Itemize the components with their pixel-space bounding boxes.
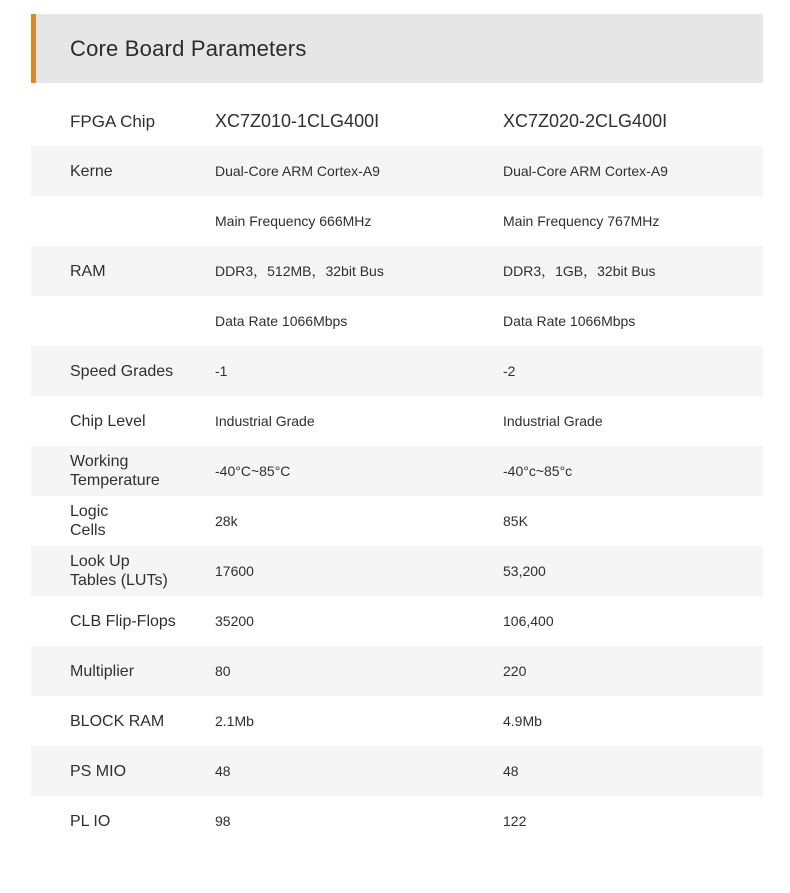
spec-value-column-2: Main Frequency 767MHz: [503, 213, 660, 229]
spec-value-column-1: 48: [215, 763, 231, 779]
spec-value-column-2: -40°c~85°c: [503, 463, 573, 479]
table-row: [31, 246, 763, 296]
spec-value-column-1: 2.1Mb: [215, 713, 254, 729]
spec-value-column-1: -40°C~85°C: [215, 463, 291, 479]
spec-value-column-1: 28k: [215, 513, 238, 529]
spec-label: CLB Flip-Flops: [70, 612, 176, 630]
table-row: [31, 146, 763, 196]
spec-label: Kerne: [70, 162, 113, 180]
spec-label: Logic Cells: [70, 503, 109, 539]
spec-label: Look Up Tables (LUTs): [70, 553, 168, 589]
spec-value-column-1: 80: [215, 663, 231, 679]
spec-label: Working Temperature: [70, 453, 160, 489]
table-row: [31, 196, 763, 246]
spec-value-column-1: XC7Z010-1CLG400I: [215, 111, 380, 131]
table-row: [31, 296, 763, 346]
spec-value-column-2: Data Rate 1066Mbps: [503, 313, 636, 329]
table-row: [31, 546, 763, 596]
spec-table: [31, 96, 763, 846]
spec-value-column-2: DDR3，1GB，32bit Bus: [503, 263, 656, 279]
spec-value-column-1: Data Rate 1066Mbps: [215, 313, 348, 329]
table-row: [31, 646, 763, 696]
spec-value-column-2: Dual-Core ARM Cortex-A9: [503, 163, 668, 179]
spec-label: Speed Grades: [70, 362, 174, 380]
table-row: [31, 696, 763, 746]
table-row: [31, 796, 763, 846]
spec-value-column-2: 85K: [503, 513, 528, 529]
table-row: [31, 446, 763, 496]
spec-value-column-2: -2: [503, 363, 516, 379]
spec-value-column-1: Dual-Core ARM Cortex-A9: [215, 163, 380, 179]
table-row: [31, 96, 763, 146]
spec-value-column-1: Main Frequency 666MHz: [215, 213, 372, 229]
table-row: [31, 496, 763, 546]
table-row: [31, 596, 763, 646]
accent-bar: [31, 14, 36, 83]
section-header: [31, 14, 763, 83]
spec-value-column-1: Industrial Grade: [215, 413, 315, 429]
spec-label: Multiplier: [70, 662, 135, 680]
spec-value-column-2: 122: [503, 813, 527, 829]
spec-value-column-1: 35200: [215, 613, 254, 629]
spec-label: BLOCK RAM: [70, 712, 165, 730]
page-title: Core Board Parameters: [70, 35, 307, 61]
spec-value-column-2: 220: [503, 663, 527, 679]
spec-label: FPGA Chip: [70, 111, 156, 131]
spec-label: PL IO: [70, 812, 111, 830]
spec-value-column-1: 98: [215, 813, 231, 829]
spec-value-column-2: 4.9Mb: [503, 713, 542, 729]
spec-label: RAM: [70, 262, 106, 280]
table-row: [31, 346, 763, 396]
spec-value-column-2: XC7Z020-2CLG400I: [503, 111, 668, 131]
spec-label: PS MIO: [70, 762, 127, 780]
spec-label: Chip Level: [70, 412, 146, 430]
spec-value-column-1: -1: [215, 363, 228, 379]
spec-value-column-2: 53,200: [503, 563, 546, 579]
spec-value-column-2: Industrial Grade: [503, 413, 603, 429]
spec-value-column-1: 17600: [215, 563, 254, 579]
spec-value-column-2: 106,400: [503, 613, 554, 629]
table-row: [31, 396, 763, 446]
table-row: [31, 746, 763, 796]
spec-value-column-2: 48: [503, 763, 519, 779]
spec-value-column-1: DDR3，512MB，32bit Bus: [215, 263, 384, 279]
